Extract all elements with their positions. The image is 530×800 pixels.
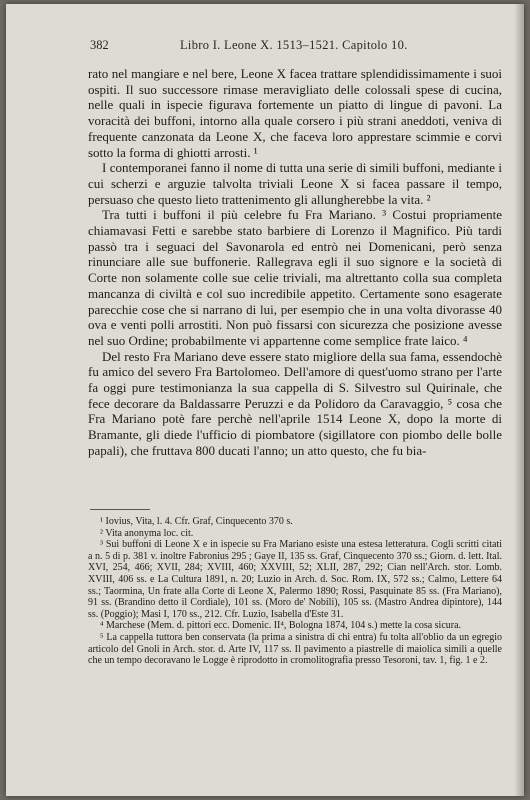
footnote: ³ Sui buffoni di Leone X e in ispecie su Fra Mariano esiste una estesa letteratura. Cogli scritti citati a n. 5 di p. 381 v. inoltre Fabronius 295 ; Gaye II, 135 ss. Graf, Cinquecento 370 ss.; Giorn. d. lett. Ital. XVI, 254, 466; XVII, 284; XVIII, 460; XXVIII, 52; XLII, 287, 292; Cian nell'Arch. stor. Lomb. XVIII, 406 ss. e La Cultura 1891, n. 20; Luzio in Arch. d. Soc. Rom. IX, 572 ss.; Calmo, Lettere 64 ss.; Taormina, Un frate alla Corte di Leone X, Palermo 1890; Rossi, Pasquinate 85 ss. (Fra Mariano), 91 ss. (Brandino detto il Cordiale), 101 ss. (Moro de' Nobili), 105 ss. (Mastro Andrea dipintore), 144 ss. (Poggio); Masi I, 170 ss., 212. Cfr. Luzio, Isabella d'Este 31. (88, 539, 502, 620)
footnote: ⁴ Marchese (Mem. d. pittori ecc. Domenic. II⁴, Bologna 1874, 104 s.) mette la cosa sicura. (100, 620, 462, 632)
footnotes (88, 516, 502, 667)
paragraph: rato nel mangiare e nel bere, Leone X facea trattare splendidissimamente i suoi ospiti. Il suo successore rimase meravigliato delle colossali spese di cucina, nelle quali in ispecie figurava fortemente un piatto di lingue di pavoni. La voracità dei buffoni, intorno alla quale corsero i più strani aneddoti, veniva di frequente canzonata da Leone X, che faceva loro apprestare scimmie e corvi sotto la forma di ghiotti arrosti. ¹ (88, 66, 502, 160)
paragraph: Del resto Fra Mariano deve essere stato migliore della sua fama, essendochè fu amico del severo Fra Bartolomeo. Dell'amore di quest'uomo strano per l'arte fa oggi pure testimonianza la sua cappella di S. Silvestro sul Quirinale, che fece decorare da Baldassarre Peruzzi e da Polidoro da Caravaggio, ⁵ cosa che Fra Mariano potè fare perchè nell'aprile 1514 Leone X, dopo la morte di Bramante, gli diede l'ufficio di piombatore (sigillatore con piombo delle bolle papali), che fruttava 800 ducati l'anno; un atto questo, che fu bia- (88, 348, 502, 458)
footnote: ¹ Iovius, Vita, l. 4. Cfr. Graf, Cinquecento 370 s. (100, 516, 293, 527)
paragraph: I contemporanei fanno il nome di tutta una serie di simili buffoni, mediante i cui scherzi e arguzie talvolta triviali Leone X si facea passare il tempo, persuaso che questo lieto trattenimento gli allungherebbe la vita. ² (88, 160, 502, 207)
page-number: 382 (90, 38, 109, 52)
footnote: ⁵ La cappella tuttora ben conservata (la prima a sinistra di chi entra) fu tolta all'oblio da un egregio articolo del Gnoli in Arch. stor. d. Arte IV, 117 ss. Il pavimento a piastrelle di maiolica simili a quelle che un tempo decoravano le Logge è riprodotto in cromolitografia presso Tesoroni, tav. 1, fig. 1 e 2. (88, 631, 502, 667)
footnote: ² Vita anonyma loc. cit. (100, 527, 194, 539)
page-edge-shadow (514, 4, 524, 796)
running-title: Libro I. Leone X. 1513–1521. Capitolo 10. (180, 38, 408, 52)
running-header (90, 38, 510, 56)
paragraph: Tra tutti i buffoni il più celebre fu Fra Mariano. ³ Costui propriamente chiamavasi Fetti e sarebbe stato barbiere di Lorenzo il Magnifico. Più tardi passò tra i seguaci del Savonarola ed entrò nei Domenicani, però senza rinunciare alle sue buffonerie. Rallegrava egli il suo signore e la società di Corte non solamente colle sue celie triviali, ma altrettanto colla sua completa mancanza di civiltà e col suo incredibile appetito. Certamente sono esagerate parecchie cose che si narrano di lui, per esempio che in una volta divorasse 40 ova e venti polli arrostiti. Non può fissarsi con sicurezza che posizione avesse nel suo Ordine; probabilmente vi appartenne come semplice frate laico. ⁴ (88, 207, 502, 348)
footnote-separator (90, 509, 150, 510)
book-page (6, 4, 524, 796)
main-text (88, 66, 502, 459)
